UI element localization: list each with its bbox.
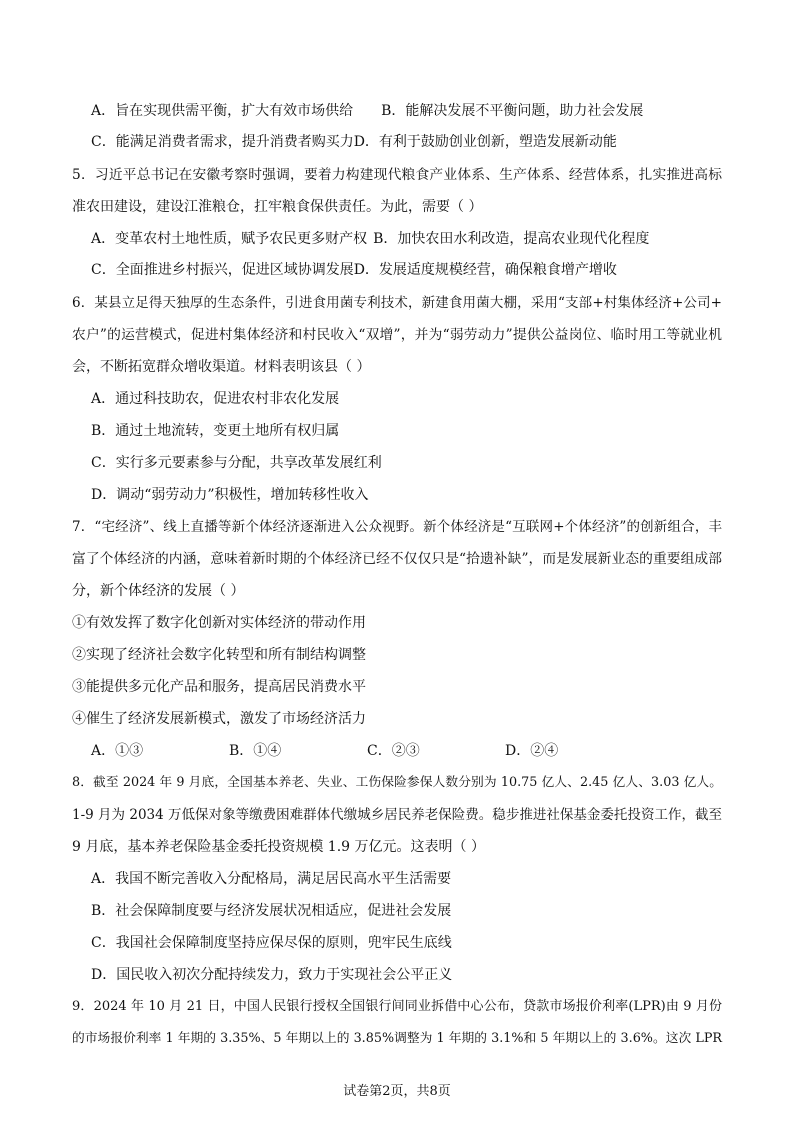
q6-stem-line-3: 会，不断拓宽群众增收渠道。材料表明该县（ ） [72, 359, 371, 375]
q6-option-b: B．通过土地流转，变更土地所有权归属 [91, 423, 340, 439]
q5-stem-line-1: 5．习近平总书记在安徽考察时强调，要着力构建现代粮食产业体系、生产体系、经营体系，扎实推进高标 [72, 167, 722, 183]
q5-options-row-ab [91, 229, 741, 249]
q5-option-cd: C．全面推进乡村振兴，促进区域协调发展D．发展适度规模经营，确保粮食增产增收 [91, 262, 617, 278]
q8-option-a: A．我国不断完善收入分配格局，满足居民高水平生活需要 [91, 871, 452, 887]
page-footer: 试卷第2页，共8页 [343, 1084, 451, 1099]
q5-option-b: B．加快农田水利改造，提高农业现代化程度 [373, 231, 650, 247]
q7-item-3: ③能提供多元化产品和服务，提高居民消费水平 [72, 679, 366, 695]
q8-stem-line-1: 8．截至 2024 年 9 月底，全国基本养老、失业、工伤保险参保人数分别为 10.75 亿人、2.45 亿人、3.03 亿人。 [72, 775, 722, 790]
q7-stem-line-2: 富了个体经济的内涵，意味着新时期的个体经济已经不仅仅只是“拾遗补缺”，而是发展新业态的重要组成部 [72, 551, 722, 567]
q7-stem-line-3: 分，新个体经济的发展（ ） [72, 583, 245, 599]
q7-item-4: ④催生了经济发展新模式，激发了市场经济活力 [72, 711, 366, 727]
q8-stem-line-2: 1-9 月为 2034 万低保对象等缴费困难群体代缴城乡居民养老保险费。稳步推进社保基金委托投资工作，截至 [72, 807, 722, 823]
q7-option-a: A．①③ [91, 743, 144, 759]
q4-option-cd: C．能满足消费者需求，提升消费者购买力D．有利于鼓励创业创新，塑造发展新动能 [91, 134, 617, 150]
q4-options-row-ab [91, 101, 741, 121]
q9-stem-line-2: 的市场报价利率 1 年期的 3.35%、5 年期以上的 3.85%调整为 1 年期的 3.1%和 5 年期以上的 3.6%。这次 LPR [72, 1031, 722, 1046]
q6-option-d: D．调动“弱劳动力”积极性，增加转移性收入 [91, 487, 369, 503]
q8-option-d: D．国民收入初次分配持续发力，致力于实现社会公平正义 [91, 967, 453, 983]
q5-option-a: A．变革农村土地性质，赋予农民更多财产权 [91, 231, 368, 247]
q4-option-a: A．旨在实现供需平衡，扩大有效市场供给 [91, 103, 354, 119]
q7-stem-line-1: 7．“宅经济”、线上直播等新个体经济逐渐进入公众视野。新个体经济是“互联网+个体经济”的创新组合，丰 [72, 519, 722, 535]
q7-option-b: B．①④ [229, 743, 282, 759]
q7-item-1: ①有效发挥了数字化创新对实体经济的带动作用 [72, 615, 366, 631]
q6-stem-line-2: 农户”的运营模式，促进村集体经济和村民收入“双增”，并为“弱劳动力”提供公益岗位、临时用工等就业机 [72, 327, 722, 343]
q6-stem-line-1: 6．某县立足得天独厚的生态条件，引进食用菌专利技术，新建食用菌大棚，采用“支部+村集体经济+公司+ [72, 295, 722, 311]
q8-option-c: C．我国社会保障制度坚持应保尽保的原则，兜牢民生底线 [91, 935, 452, 951]
q7-item-2: ②实现了经济社会数字化转型和所有制结构调整 [72, 647, 366, 663]
q8-stem-line-3: 9 月底，基本养老保险基金委托投资规模 1.9 万亿元。这表明（ ） [72, 839, 485, 855]
q9-stem-line-1: 9．2024 年 10 月 21 日，中国人民银行授权全国银行间同业拆借中心公布，贷款市场报价利率(LPR)由 9 月份 [72, 999, 722, 1014]
q4-option-b: B．能解决发展不平衡问题，助力社会发展 [381, 103, 644, 119]
q7-option-d: D．②④ [505, 743, 559, 759]
q7-options-row [91, 741, 741, 761]
q7-option-c: C．②③ [367, 743, 420, 759]
q5-stem-line-2: 准农田建设，建设江淮粮仓，扛牢粮食保供责任。为此，需要（ ） [72, 199, 483, 215]
q8-option-b: B．社会保障制度要与经济发展状况相适应，促进社会发展 [91, 903, 452, 919]
q6-option-a: A．通过科技助农，促进农村非农化发展 [91, 391, 340, 407]
q6-option-c: C．实行多元要素参与分配，共享改革发展红利 [91, 455, 382, 471]
